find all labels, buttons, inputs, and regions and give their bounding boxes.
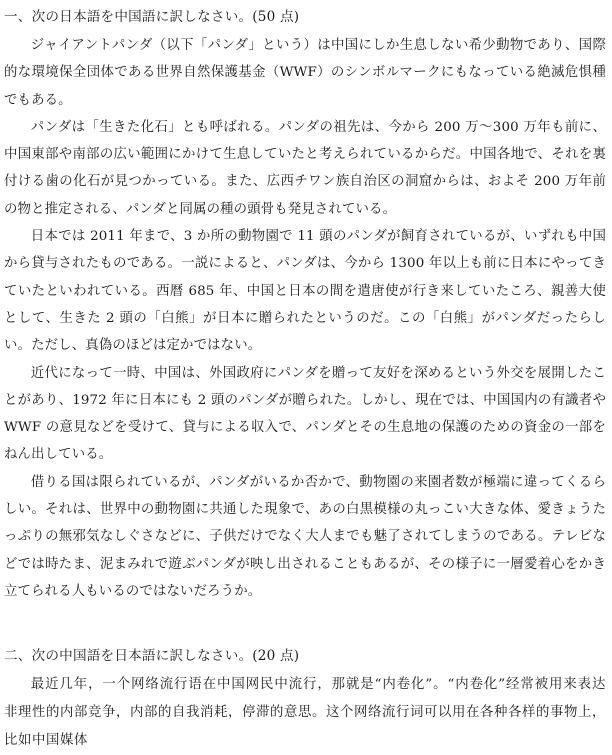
section-chinese-to-japanese (4, 641, 606, 755)
section-spacer (4, 605, 606, 641)
section-2-paragraph: 最近几年，一个网络流行语在中国网民中流行，那就是“内卷化”。“内卷化”经常被用来表达非理性的内部竞争，内部的自我消耗，停滞的意思。这个网络流行词可以用在各种各样的事物上，比如中国媒体 (4, 677, 606, 749)
section-1-heading: 一、次の日本語を中国語に訳しなさい。(50 点) (4, 9, 300, 25)
section-1-paragraph: パンダは「生きた化石」とも呼ばれる。パンダの祖先は、今から 200 万～300 万年も前に、中国東部や南部の広い範囲にかけて生息していたと考えられているからだ。中国各地で、それを裏付ける歯の化石が見つかっている。また、広西チワン族自治区の洞窟からは、およそ 200 万年前の物と推定される、パンダと同属の種の頭骨も発見されている。 (4, 119, 606, 217)
section-1-paragraph: 日本では 2011 年まで、3 か所の動物園で 11 頭のパンダが飼育されているが、いずれも中国から貸与されたものである。一説によると、パンダは、今から 1300 年以上も前に日本にやってきていたといわれている。西暦 685 年、中国と日本の間を遣唐使が行き来していたころ、親善大使として、生きた 2 頭の「白熊」が日本に贈られたというのだ。この「白熊」がパンダだったらしい。ただし、真偽のほどは定かではない。 (4, 229, 606, 354)
section-1-paragraph: ジャイアントパンダ（以下「パンダ」という）は中国にしか生息しない希少動物であり、国際的な環境保全団体である世界自然保護基金（WWF）のシンボルマークにもなっている絶滅危惧種でもある。 (4, 38, 606, 108)
section-1-paragraph: 近代になって一時、中国は、外国政府にパンダを贈って友好を深めるという外交を展開したことがあり、1972 年に日本にも 2 頭のパンダが贈られた。しかし、現在では、中国国内の有識者や WWF の意見などを受けて、貸与による収入で、パンダとその生息地の保護のための資金の一部をねん出している。 (4, 365, 606, 463)
section-1-paragraph: 借りる国は限られているが、パンダがいるか否かで、動物園の来園者数が極端に違ってくるらしい。それは、世界中の動物園に共通した現象で、あの白黒模様の丸っこい大きな体、愛きょうたっぷりの無邪気なしぐさなどに、子供だけでなく大人までも魅了されてしまうのである。テレビなどでは時たま、泥まみれで遊ぶパンダが映し出されることもあるが、その様子に一層愛着心をかき立てられる人もいるのではないだろうか。 (4, 474, 606, 599)
section-2-heading: 二、次の中国語を日本語に訳しなさい。(20 点) (4, 648, 300, 665)
section-japanese-to-chinese (4, 2, 606, 605)
